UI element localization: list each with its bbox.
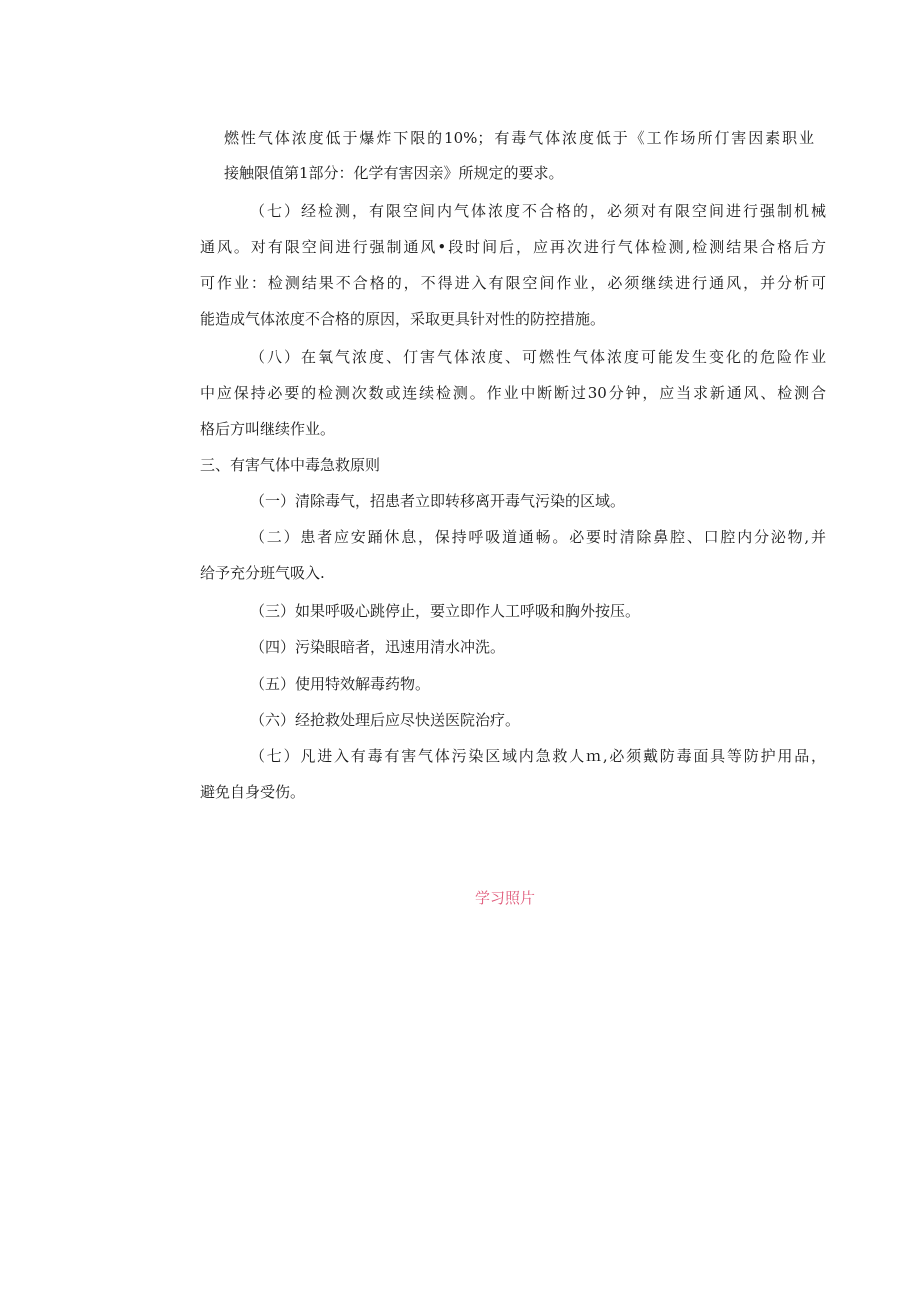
paragraph: （四）污染眼暗者，迅速用清水冲洗。	[250, 638, 506, 656]
text-line: 通风。对有限空间进行强制通风•段时间后，应再次进行气体检测,检测结果合格后方	[200, 238, 826, 256]
paragraph: （五）使用特效解毒药物。	[250, 675, 431, 693]
text-line: 可作业：检测结果不合格的，不得进入有限空间作业，必须继续进行通风，并分析可	[200, 274, 826, 292]
paragraph: （一）清除毒气，招患者立即转移离开毒气污染的区域。	[250, 492, 626, 510]
text-line: （八）在氧气浓度、仃害气体浓度、可燃性气体浓度可能发生变化的危险作业	[250, 348, 826, 366]
paragraph: （七）凡进入有毒有害气体污染区域内急救人ｍ,必须戴防毒面具等防护用品，	[250, 747, 826, 765]
photo-caption: 学习照片	[474, 889, 535, 907]
text-line: 接触限值第1部分：化学有害因亲》所规定的要求。	[224, 164, 564, 182]
paragraph: （六）经抢救处理后应尽快送医院治疗。	[250, 711, 521, 729]
text-line: 格后方叫继续作业。	[200, 420, 336, 438]
text-line: 燃性气体浓度低于爆炸下限的10%；有毒气体浓度低于《工作场所仃害因素职业	[224, 129, 814, 147]
paragraph: （三）如果呼吸心跳停止，要立即作人工呼吸和胸外按压。	[250, 602, 641, 620]
text-line: 中应保持必要的检测次数或连续检测。作业中断断过30分钟，应当求新通风、检测合	[200, 384, 826, 402]
text-line: 能造成气体浓度不合格的原因，采取更具针对性的防控措施。	[200, 310, 606, 328]
text-line: （七）经检测，有限空间内气体浓度不合格的，必须对有限空间进行强制机械	[250, 202, 826, 220]
section-heading: 三、有害气体中毒急救原则	[200, 456, 381, 474]
paragraph: （二）患者应安踊休息，保持呼吸道通畅。必要时清除鼻腔、口腔内分泌物,并	[250, 528, 826, 546]
paragraph: 给予充分班气吸入.	[200, 564, 325, 582]
paragraph: 避免自身受伤。	[200, 783, 306, 801]
